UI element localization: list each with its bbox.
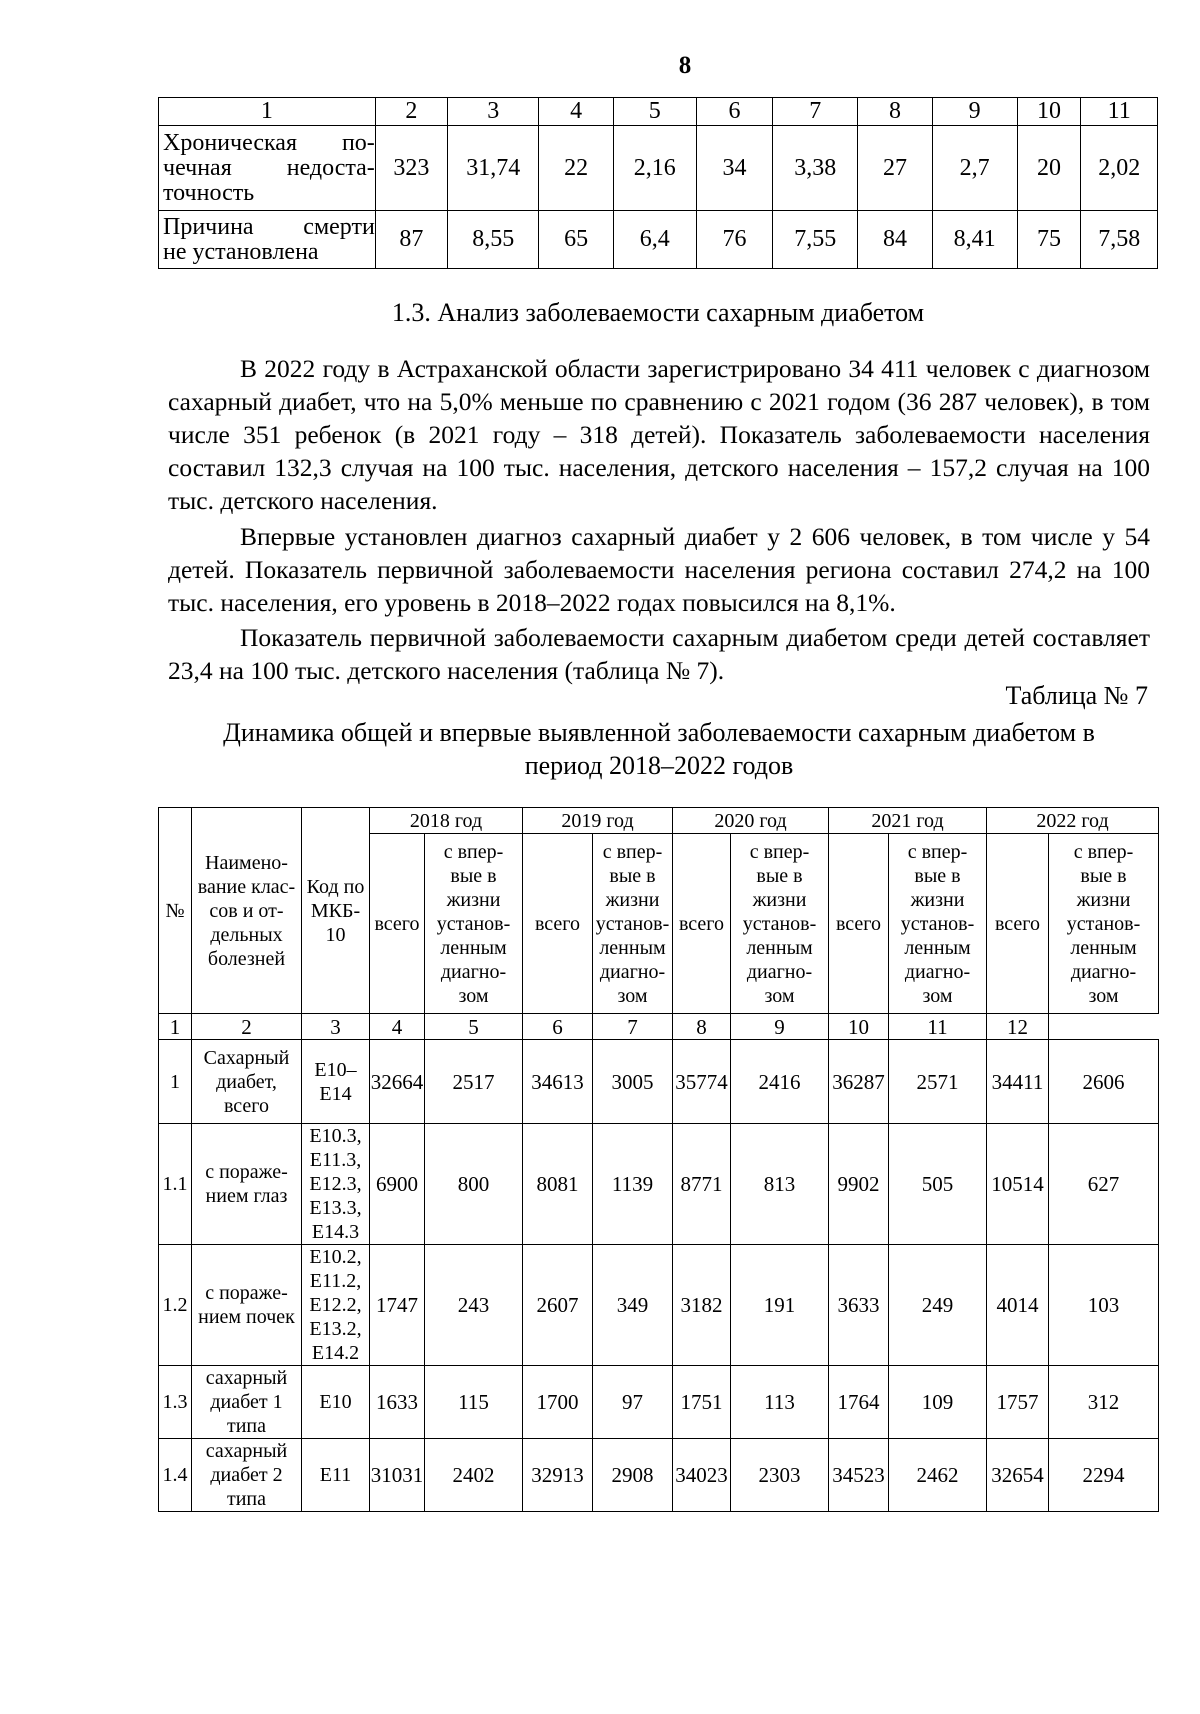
label-line: точность bbox=[163, 179, 255, 206]
row-name bbox=[192, 1124, 302, 1245]
header-cell: 1 bbox=[159, 98, 376, 126]
col-number: 8 bbox=[673, 1014, 731, 1040]
name-line: типа bbox=[226, 1415, 267, 1437]
header-cell: 2 bbox=[375, 98, 447, 126]
name-line: диабет, bbox=[216, 1070, 277, 1093]
table-cell: 32913 bbox=[523, 1439, 593, 1512]
header-line: ленным bbox=[1070, 936, 1137, 959]
table-cell: 84 bbox=[858, 211, 932, 269]
header-line: 10 bbox=[325, 923, 346, 946]
name-line: сахарный bbox=[205, 1367, 288, 1389]
header-name bbox=[192, 808, 302, 1014]
table-cell: 627 bbox=[1049, 1124, 1159, 1245]
table-cell: 36287 bbox=[829, 1040, 889, 1124]
header-total: всего bbox=[987, 834, 1049, 1014]
header-line: Код по bbox=[306, 875, 365, 898]
col-number: 2 bbox=[192, 1014, 302, 1040]
table-cell: 6,4 bbox=[613, 211, 696, 269]
table-title-line: Динамика общей и впервые выявленной заболеваемости сахарным диабетом в bbox=[223, 718, 1095, 747]
header-total: всего bbox=[523, 834, 593, 1014]
table-cell: 813 bbox=[731, 1124, 829, 1245]
table-cell: 6900 bbox=[370, 1124, 425, 1245]
name-line: сахарный bbox=[205, 1440, 288, 1462]
table-cell: 191 bbox=[731, 1245, 829, 1366]
table-cell: 2606 bbox=[1049, 1040, 1159, 1124]
table-row bbox=[159, 1040, 1159, 1124]
header-line: болезней bbox=[207, 947, 286, 970]
name-line: с пораже- bbox=[205, 1282, 288, 1304]
code-line: E12.3, bbox=[309, 1173, 362, 1195]
header-line: вые в bbox=[1080, 864, 1127, 887]
header-line: установ- bbox=[595, 912, 670, 935]
table-cell: 32654 bbox=[987, 1439, 1049, 1512]
header-line: ленным bbox=[440, 936, 507, 959]
page-number: 8 bbox=[678, 52, 692, 79]
header-new bbox=[593, 834, 673, 1014]
row-code bbox=[302, 1366, 370, 1439]
table-row bbox=[159, 126, 1158, 211]
col-number: 11 bbox=[889, 1014, 987, 1040]
table-cell: 113 bbox=[731, 1366, 829, 1439]
table-cell: 22 bbox=[539, 126, 613, 211]
table-cell: 1757 bbox=[987, 1366, 1049, 1439]
table-cell: 2294 bbox=[1049, 1439, 1159, 1512]
table-cell: 249 bbox=[889, 1245, 987, 1366]
header-line: зом bbox=[764, 984, 795, 1007]
table-cell: 2462 bbox=[889, 1439, 987, 1512]
header-line: вые в bbox=[756, 864, 803, 887]
table-cell: 32664 bbox=[370, 1040, 425, 1124]
table-cell: 2908 bbox=[593, 1439, 673, 1512]
header-line: вые в bbox=[450, 864, 497, 887]
row-name bbox=[192, 1366, 302, 1439]
mortality-table bbox=[158, 97, 1158, 269]
header-cell: 9 bbox=[932, 98, 1017, 126]
table-row bbox=[159, 1439, 1159, 1512]
table-cell: 34411 bbox=[987, 1040, 1049, 1124]
table-body bbox=[159, 1040, 1159, 1512]
table-row bbox=[159, 211, 1158, 269]
section-title: 1.3. Анализ заболеваемости сахарным диабетом bbox=[391, 298, 925, 327]
code-line: E10 bbox=[319, 1391, 352, 1413]
code-line: E14.3 bbox=[311, 1221, 360, 1243]
header-line: вые в bbox=[914, 864, 961, 887]
row-number: 1.4 bbox=[159, 1439, 192, 1512]
table-cell: 1747 bbox=[370, 1245, 425, 1366]
header-line: установ- bbox=[436, 912, 511, 935]
paragraph: В 2022 году в Астраханской области зарегистрировано 34 411 человек с диагнозом сахарный диабет, что на 5,0% меньше по сравнению с 2021 годом (36 287 человек), в том числе 351 ребенок (в 2021 году – 318 детей). Показатель заболеваемости населения составил 132,3 случая на 100 тыс. населения, детского населения – 157,2 случая на 100 тыс. детского населения. bbox=[168, 354, 1150, 515]
header-line: зом bbox=[458, 984, 489, 1007]
table-cell: 243 bbox=[425, 1245, 523, 1366]
col-number: 5 bbox=[425, 1014, 523, 1040]
name-line: нием глаз bbox=[205, 1185, 288, 1207]
header-line: установ- bbox=[742, 912, 817, 935]
header-cell: 4 bbox=[539, 98, 613, 126]
diabetes-table bbox=[158, 807, 1159, 1512]
table-cell: 2,16 bbox=[613, 126, 696, 211]
code-line: E11 bbox=[319, 1464, 352, 1486]
col-number: 9 bbox=[731, 1014, 829, 1040]
header-new bbox=[731, 834, 829, 1014]
header-line: жизни bbox=[605, 888, 660, 911]
header-line: с впер- bbox=[907, 840, 968, 863]
column-number-row bbox=[159, 1014, 1159, 1040]
code-line: E12.2, bbox=[309, 1294, 362, 1316]
table-cell: 8,41 bbox=[932, 211, 1017, 269]
table-cell: 2607 bbox=[523, 1245, 593, 1366]
header-line: ленным bbox=[599, 936, 666, 959]
table-cell: 1700 bbox=[523, 1366, 593, 1439]
table-cell: 800 bbox=[425, 1124, 523, 1245]
header-no: № bbox=[159, 808, 192, 1014]
header-cell: 8 bbox=[858, 98, 932, 126]
row-code bbox=[302, 1124, 370, 1245]
table-cell: 87 bbox=[375, 211, 447, 269]
header-line: ленным bbox=[904, 936, 971, 959]
table-cell: 34 bbox=[696, 126, 773, 211]
table-cell: 31031 bbox=[370, 1439, 425, 1512]
header-year: 2020 год bbox=[673, 808, 829, 834]
header-year: 2019 год bbox=[523, 808, 673, 834]
header-line: диагно- bbox=[904, 960, 971, 983]
table-cell: 3005 bbox=[593, 1040, 673, 1124]
table-cell: 323 bbox=[375, 126, 447, 211]
header-cell: 5 bbox=[613, 98, 696, 126]
code-line: E13.2, bbox=[309, 1318, 362, 1340]
header-line: жизни bbox=[752, 888, 807, 911]
table-cell: 7,55 bbox=[773, 211, 858, 269]
table-cell: 10514 bbox=[987, 1124, 1049, 1245]
header-line: установ- bbox=[1066, 912, 1141, 935]
col-number: 12 bbox=[987, 1014, 1049, 1040]
row-code bbox=[302, 1245, 370, 1366]
table-cell: 7,58 bbox=[1081, 211, 1158, 269]
col-number: 6 bbox=[523, 1014, 593, 1040]
table-title bbox=[168, 716, 1150, 782]
table-cell: 4014 bbox=[987, 1245, 1049, 1366]
header-cell: 3 bbox=[448, 98, 539, 126]
code-line: E11.2, bbox=[309, 1270, 362, 1292]
name-line: диабет 2 bbox=[210, 1464, 283, 1486]
header-line: МКБ- bbox=[310, 899, 361, 922]
code-line: E10.3, bbox=[309, 1125, 362, 1147]
header-cell: 11 bbox=[1081, 98, 1158, 126]
table-cell: 65 bbox=[539, 211, 613, 269]
header-line: с впер- bbox=[443, 840, 504, 863]
header-new bbox=[889, 834, 987, 1014]
header-line: с впер- bbox=[1073, 840, 1134, 863]
table-cell: 2517 bbox=[425, 1040, 523, 1124]
table-cell: 2,7 bbox=[932, 126, 1017, 211]
table-row bbox=[159, 1366, 1159, 1439]
row-code bbox=[302, 1040, 370, 1124]
row-label bbox=[159, 211, 376, 269]
header-line: диагно- bbox=[440, 960, 507, 983]
header-line: дельных bbox=[210, 923, 283, 946]
table-cell: 31,74 bbox=[448, 126, 539, 211]
table-cell: 34023 bbox=[673, 1439, 731, 1512]
header-line: жизни bbox=[1076, 888, 1131, 911]
row-number: 1.1 bbox=[159, 1124, 192, 1245]
header-line: сов и от- bbox=[209, 899, 284, 922]
table-cell: 109 bbox=[889, 1366, 987, 1439]
table-cell: 34523 bbox=[829, 1439, 889, 1512]
table-row bbox=[159, 1124, 1159, 1245]
header-line: Наимено- bbox=[205, 851, 288, 874]
table-cell: 27 bbox=[858, 126, 932, 211]
table-cell: 34613 bbox=[523, 1040, 593, 1124]
row-name bbox=[192, 1245, 302, 1366]
table-cell: 1764 bbox=[829, 1366, 889, 1439]
label-line: не установлена bbox=[163, 238, 319, 265]
header-line: зом bbox=[617, 984, 648, 1007]
table-cell: 76 bbox=[696, 211, 773, 269]
table-cell: 115 bbox=[425, 1366, 523, 1439]
header-line: зом bbox=[1088, 984, 1119, 1007]
table-cell: 2416 bbox=[731, 1040, 829, 1124]
paragraph: Показатель первичной заболеваемости сахарным диабетом среди детей составляет 23,4 на 100 тыс. детского населения (таблица № 7). bbox=[168, 623, 1150, 685]
table-title-line: период 2018–2022 годов bbox=[524, 751, 794, 780]
table-row bbox=[159, 1245, 1159, 1366]
header-line: диагно- bbox=[746, 960, 813, 983]
table-cell: 8081 bbox=[523, 1124, 593, 1245]
header-total: всего bbox=[673, 834, 731, 1014]
header-total: всего bbox=[370, 834, 425, 1014]
header-year: 2018 год bbox=[370, 808, 523, 834]
code-line: E10– bbox=[314, 1058, 357, 1081]
table-cell: 3633 bbox=[829, 1245, 889, 1366]
table-cell: 3,38 bbox=[773, 126, 858, 211]
label-line: Причина смерти bbox=[163, 213, 375, 240]
table-cell: 75 bbox=[1017, 211, 1081, 269]
table-cell: 8,55 bbox=[448, 211, 539, 269]
code-line: E11.3, bbox=[309, 1149, 362, 1171]
table-header-row bbox=[159, 98, 1158, 126]
name-line: типа bbox=[226, 1488, 267, 1510]
row-code bbox=[302, 1439, 370, 1512]
row-label bbox=[159, 126, 376, 211]
table-cell: 1139 bbox=[593, 1124, 673, 1245]
header-line: установ- bbox=[900, 912, 975, 935]
header-total: всего bbox=[829, 834, 889, 1014]
header-line: жизни bbox=[446, 888, 501, 911]
header-line: диагно- bbox=[1070, 960, 1137, 983]
header-cell: 6 bbox=[696, 98, 773, 126]
header-new bbox=[425, 834, 523, 1014]
header-line: жизни bbox=[910, 888, 965, 911]
header-line: вые в bbox=[609, 864, 656, 887]
header-line: ленным bbox=[746, 936, 813, 959]
table-cell: 35774 bbox=[673, 1040, 731, 1124]
code-line: E14.2 bbox=[311, 1342, 360, 1364]
col-number: 7 bbox=[593, 1014, 673, 1040]
row-name bbox=[192, 1439, 302, 1512]
table-cell: 2,02 bbox=[1081, 126, 1158, 211]
col-number: 3 bbox=[302, 1014, 370, 1040]
name-line: Сахарный bbox=[203, 1046, 290, 1069]
table-cell: 2303 bbox=[731, 1439, 829, 1512]
name-line: с пораже- bbox=[205, 1161, 288, 1183]
header-line: вание клас- bbox=[197, 875, 296, 898]
col-number: 10 bbox=[829, 1014, 889, 1040]
header-cell: 7 bbox=[773, 98, 858, 126]
row-number: 1.2 bbox=[159, 1245, 192, 1366]
col-number: 1 bbox=[159, 1014, 192, 1040]
header-line: зом bbox=[922, 984, 953, 1007]
name-line: диабет 1 bbox=[210, 1391, 283, 1413]
header-cell: 10 bbox=[1017, 98, 1081, 126]
header-line: диагно- bbox=[599, 960, 666, 983]
row-name bbox=[192, 1040, 302, 1124]
table-cell: 2402 bbox=[425, 1439, 523, 1512]
table-cell: 97 bbox=[593, 1366, 673, 1439]
col-number: 4 bbox=[370, 1014, 425, 1040]
code-line: E10.2, bbox=[309, 1246, 362, 1268]
table-cell: 349 bbox=[593, 1245, 673, 1366]
header-line: с впер- bbox=[602, 840, 663, 863]
table-cell: 1751 bbox=[673, 1366, 731, 1439]
table-cell: 505 bbox=[889, 1124, 987, 1245]
name-line: нием почек bbox=[198, 1306, 295, 1328]
header-new bbox=[1049, 834, 1159, 1014]
table-cell: 312 bbox=[1049, 1366, 1159, 1439]
row-number: 1 bbox=[159, 1040, 192, 1124]
header-year: 2021 год bbox=[829, 808, 987, 834]
label-line: Хроническая по- bbox=[163, 129, 375, 156]
row-number: 1.3 bbox=[159, 1366, 192, 1439]
table-header-row bbox=[159, 808, 1159, 834]
code-line: E13.3, bbox=[309, 1197, 362, 1219]
name-line: всего bbox=[223, 1094, 270, 1117]
table-cell: 9902 bbox=[829, 1124, 889, 1245]
paragraph: Впервые установлен диагноз сахарный диабет у 2 606 человек, в том числе у 54 детей. Показатель первичной заболеваемости населения региона составил 274,2 на 100 тыс. населения, его уровень в 2018–2022 годах повысился на 8,1%. bbox=[168, 522, 1150, 617]
table-cell: 1633 bbox=[370, 1366, 425, 1439]
header-code bbox=[302, 808, 370, 1014]
table-cell: 8771 bbox=[673, 1124, 731, 1245]
table-number: Таблица № 7 bbox=[1005, 681, 1148, 710]
table-cell: 3182 bbox=[673, 1245, 731, 1366]
code-line: E14 bbox=[319, 1082, 352, 1105]
table-cell: 2571 bbox=[889, 1040, 987, 1124]
header-line: с впер- bbox=[749, 840, 810, 863]
header-year: 2022 год bbox=[987, 808, 1159, 834]
label-line: чечная недоста- bbox=[163, 154, 375, 181]
table-cell: 103 bbox=[1049, 1245, 1159, 1366]
table-cell: 20 bbox=[1017, 126, 1081, 211]
